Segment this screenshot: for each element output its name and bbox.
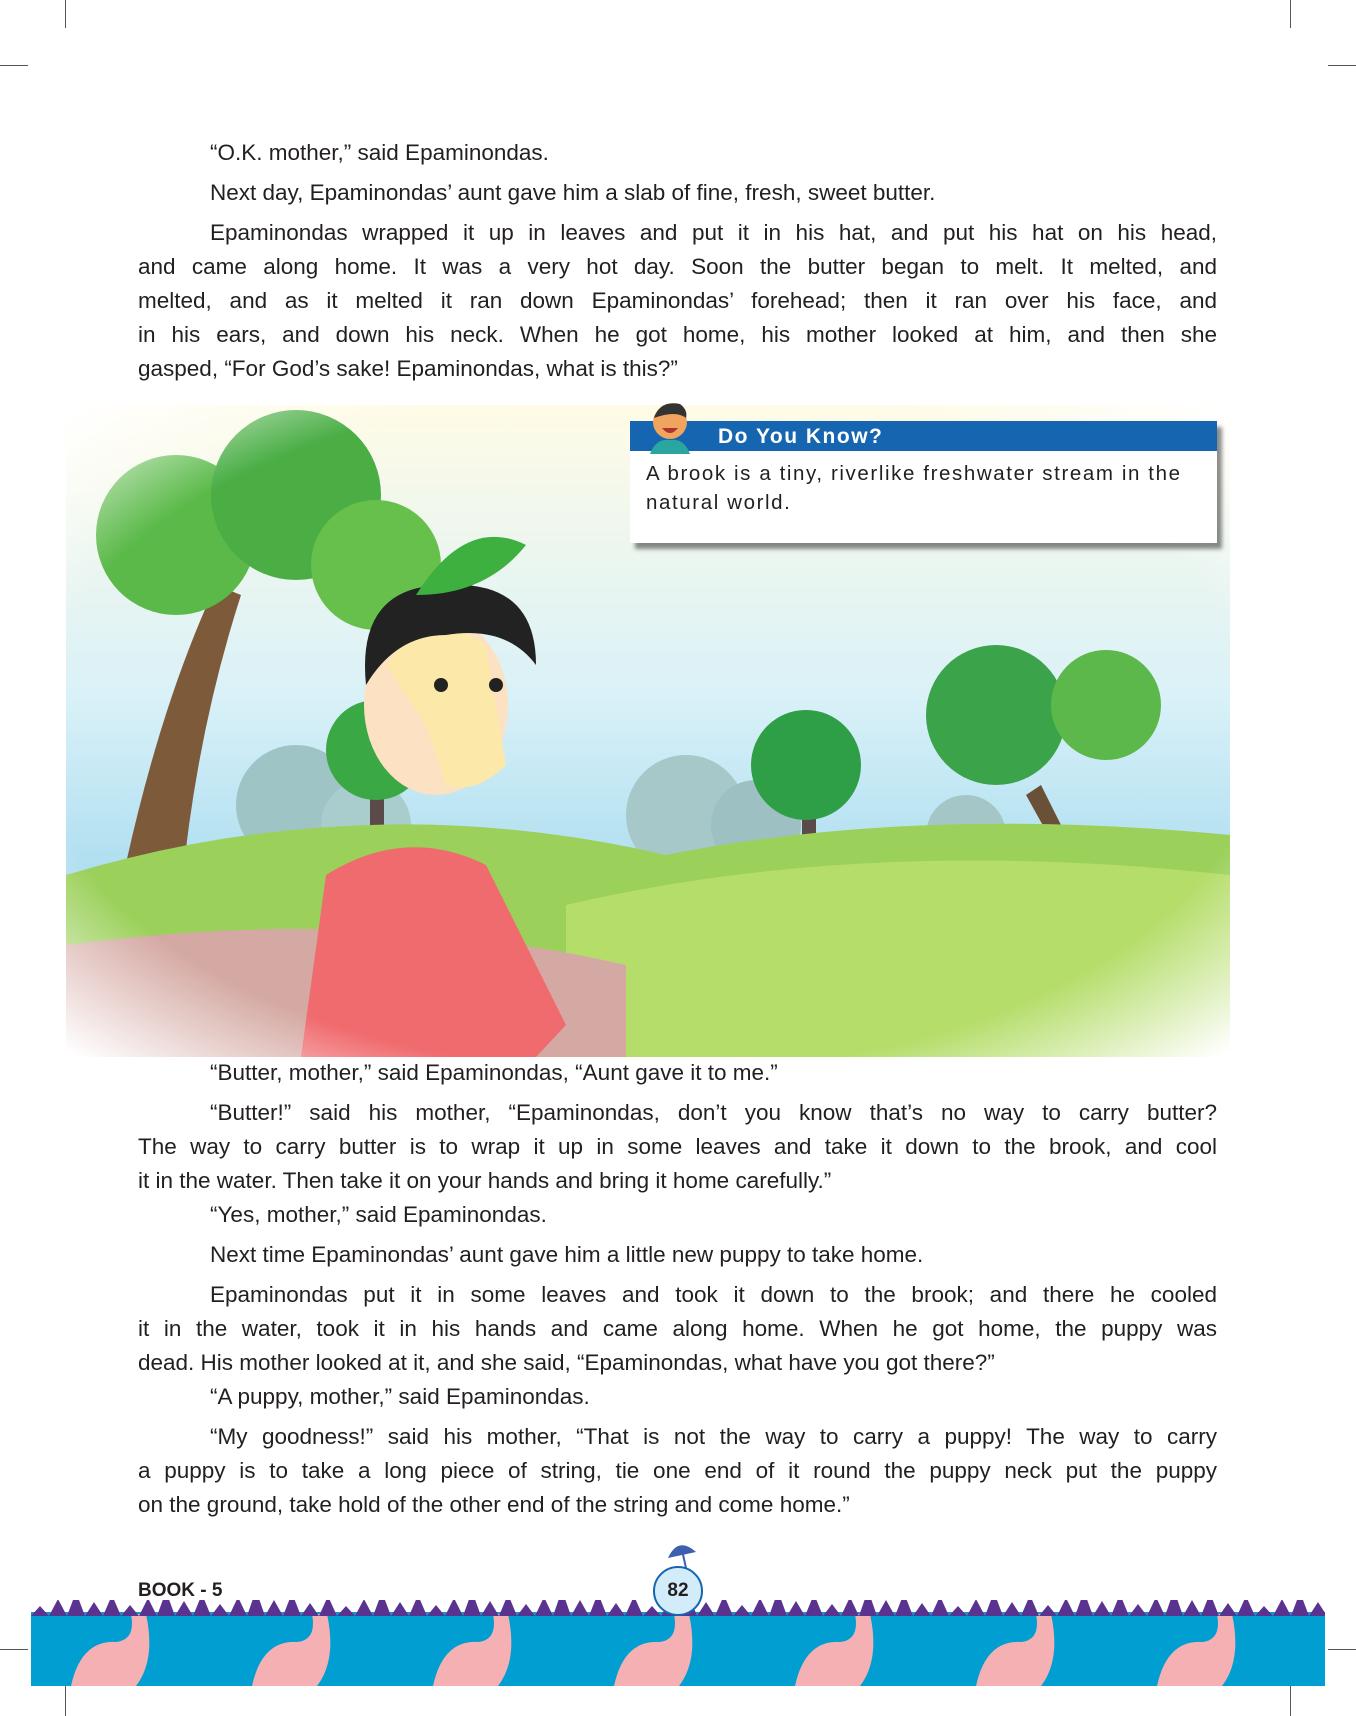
- band-pine-tree: [1021, 1600, 1039, 1616]
- band-pine-tree: [931, 1600, 949, 1616]
- band-pine-tree: [1075, 1600, 1093, 1616]
- band-pine-tree: [841, 1600, 859, 1616]
- band-pine-tree: [1093, 1601, 1111, 1616]
- text-line: “O.K. mother,” said Epaminondas.: [210, 140, 549, 165]
- text-line: gasped, “For God’s sake! Epaminondas, what is this?”: [138, 356, 678, 381]
- band-pine-tree: [1237, 1600, 1255, 1616]
- band-pine-tree: [1129, 1604, 1147, 1616]
- band-pine-tree: [715, 1600, 733, 1616]
- band-pine-tree: [499, 1600, 517, 1616]
- band-pine-tree: [553, 1600, 571, 1616]
- do-you-know-text: A brook is a tiny, riverlike freshwater stream in the natural world.: [646, 462, 1182, 514]
- band-pine-tree: [193, 1600, 211, 1616]
- do-you-know-box: [630, 421, 1217, 543]
- band-pine-tree: [1039, 1605, 1057, 1616]
- band-pine-tree: [877, 1600, 895, 1616]
- text-line: it in the water, took it in his hands and came along home. When he got home, the puppy was: [138, 1316, 1217, 1341]
- band-pine-tree: [1201, 1600, 1219, 1616]
- band-pine-tree: [769, 1600, 787, 1616]
- band-pine-tree: [949, 1606, 967, 1616]
- text-line: “My goodness!” said his mother, “That is not the way to carry a puppy! The way to carry: [210, 1424, 1217, 1449]
- text-line: melted, and as it melted it ran down Epaminondas’ forehead; then it ran over his face, and: [138, 288, 1217, 313]
- band-pine-tree: [355, 1600, 373, 1616]
- band-pine-tree: [319, 1600, 337, 1616]
- band-pine-tree: [463, 1600, 481, 1616]
- band-pine-tree: [121, 1605, 139, 1616]
- paragraph: [138, 216, 1217, 386]
- paragraph: [138, 1380, 1217, 1414]
- band-pine-tree: [1111, 1600, 1129, 1616]
- crop-mark: [1290, 1686, 1291, 1716]
- band-pine-tree: [247, 1600, 265, 1616]
- band-pine-tree: [751, 1600, 769, 1616]
- paragraph: [138, 176, 1217, 210]
- crop-mark: [0, 65, 28, 66]
- band-pine-tree: [139, 1600, 157, 1616]
- band-pine-tree: [445, 1600, 463, 1616]
- band-pine-tree: [1255, 1606, 1273, 1616]
- text-line: “Butter, mother,” said Epaminondas, “Aunt gave it to me.”: [210, 1060, 778, 1085]
- text-line: dead. His mother looked at it, and she said, “Epaminondas, what have you got there?”: [138, 1350, 995, 1375]
- text-line: in his ears, and down his neck. When he got home, his mother looked at him, and then she: [138, 322, 1217, 347]
- text-line: on the ground, take hold of the other end of the string and come home.”: [138, 1492, 850, 1517]
- band-pine-tree: [787, 1601, 805, 1616]
- band-pine-tree: [859, 1600, 877, 1616]
- band-pine-tree: [427, 1605, 445, 1616]
- band-pine-tree: [409, 1600, 427, 1616]
- band-pine-tree: [535, 1600, 553, 1616]
- band-pine-tree: [391, 1602, 409, 1616]
- band-pine-tree: [697, 1602, 715, 1616]
- band-pine-tree: [517, 1604, 535, 1616]
- crop-mark: [1290, 0, 1291, 28]
- band-pine-tree: [1291, 1600, 1309, 1616]
- crop-mark: [0, 1649, 28, 1650]
- story-text-bottom: [138, 1056, 1217, 1522]
- band-pine-tree: [1183, 1600, 1201, 1616]
- band-pine-tree: [67, 1600, 85, 1616]
- text-line: Epaminondas put it in some leaves and took it down to the brook; and there he cooled: [210, 1282, 1217, 1307]
- page-number: 82: [653, 1566, 703, 1616]
- crop-mark: [65, 0, 66, 28]
- mascot-boy-icon: [646, 398, 694, 454]
- band-pine-tree: [265, 1600, 283, 1616]
- do-you-know-title: Do You Know?: [630, 421, 1217, 451]
- band-pine-tree: [805, 1600, 823, 1616]
- band-pine-tree: [229, 1600, 247, 1616]
- text-line: “Butter!” said his mother, “Epaminondas, don’t you know that’s no way to carry butter?: [210, 1100, 1217, 1125]
- band-pine-tree: [967, 1600, 985, 1616]
- text-line: and came along home. It was a very hot day. Soon the butter began to melt. It melted, and: [138, 254, 1217, 279]
- band-pine-tree: [373, 1600, 391, 1616]
- book-label: BOOK - 5: [138, 1580, 223, 1601]
- text-line: Next time Epaminondas’ aunt gave him a little new puppy to take home.: [210, 1242, 924, 1267]
- band-pine-tree: [1309, 1602, 1325, 1616]
- story-text-top: [138, 136, 1217, 386]
- paragraph: [138, 1420, 1217, 1522]
- band-pine-tree: [103, 1600, 121, 1616]
- text-line: “Yes, mother,” said Epaminondas.: [210, 1202, 547, 1227]
- crop-mark: [1328, 65, 1356, 66]
- crop-mark: [1328, 1649, 1356, 1650]
- band-pine-tree: [1273, 1600, 1291, 1616]
- umbrella-icon: [664, 1540, 700, 1568]
- text-line: it in the water. Then take it on your hands and bring it home carefully.”: [138, 1168, 832, 1193]
- band-pine-tree: [913, 1603, 931, 1616]
- band-pine-tree: [985, 1600, 1003, 1616]
- text-line: a puppy is to take a long piece of string, tie one end of it round the puppy neck put the puppy: [138, 1458, 1217, 1483]
- band-pine-tree: [157, 1600, 175, 1616]
- band-pine-tree: [1147, 1600, 1165, 1616]
- text-line: Next day, Epaminondas’ aunt gave him a slab of fine, fresh, sweet butter.: [210, 180, 936, 205]
- paragraph: [138, 1056, 1217, 1090]
- paragraph: [138, 136, 1217, 170]
- band-pine-tree: [733, 1605, 751, 1616]
- band-pine-tree: [85, 1602, 103, 1616]
- band-pine-tree: [607, 1603, 625, 1616]
- band-pine-tree: [571, 1600, 589, 1616]
- band-pine-tree: [175, 1601, 193, 1616]
- band-pine-tree: [589, 1600, 607, 1616]
- text-line: The way to carry butter is to wrap it up in some leaves and take it down to the brook, and cool: [138, 1134, 1217, 1159]
- band-pine-tree: [1219, 1603, 1237, 1616]
- paragraph: [138, 1198, 1217, 1232]
- text-line: “A puppy, mother,” said Epaminondas.: [210, 1384, 590, 1409]
- band-pine-tree: [1165, 1600, 1183, 1616]
- band-pine-tree: [895, 1600, 913, 1616]
- band-pine-tree: [49, 1600, 67, 1616]
- paragraph: [138, 1096, 1217, 1198]
- band-pine-tree: [31, 1606, 49, 1616]
- band-pine-tree: [283, 1600, 301, 1616]
- band-pine-tree: [481, 1601, 499, 1616]
- band-pine-tree: [1003, 1602, 1021, 1616]
- paragraph: [138, 1238, 1217, 1272]
- paragraph: [138, 1278, 1217, 1380]
- band-pine-tree: [1057, 1600, 1075, 1616]
- crop-mark: [65, 1686, 66, 1716]
- band-pine-tree: [625, 1600, 643, 1616]
- band-pine-tree: [301, 1603, 319, 1616]
- text-line: Epaminondas wrapped it up in leaves and put it in his hat, and put his hat on his head,: [210, 220, 1217, 245]
- band-pine-tree: [337, 1606, 355, 1616]
- band-pine-tree: [211, 1604, 229, 1616]
- band-pine-tree: [823, 1604, 841, 1616]
